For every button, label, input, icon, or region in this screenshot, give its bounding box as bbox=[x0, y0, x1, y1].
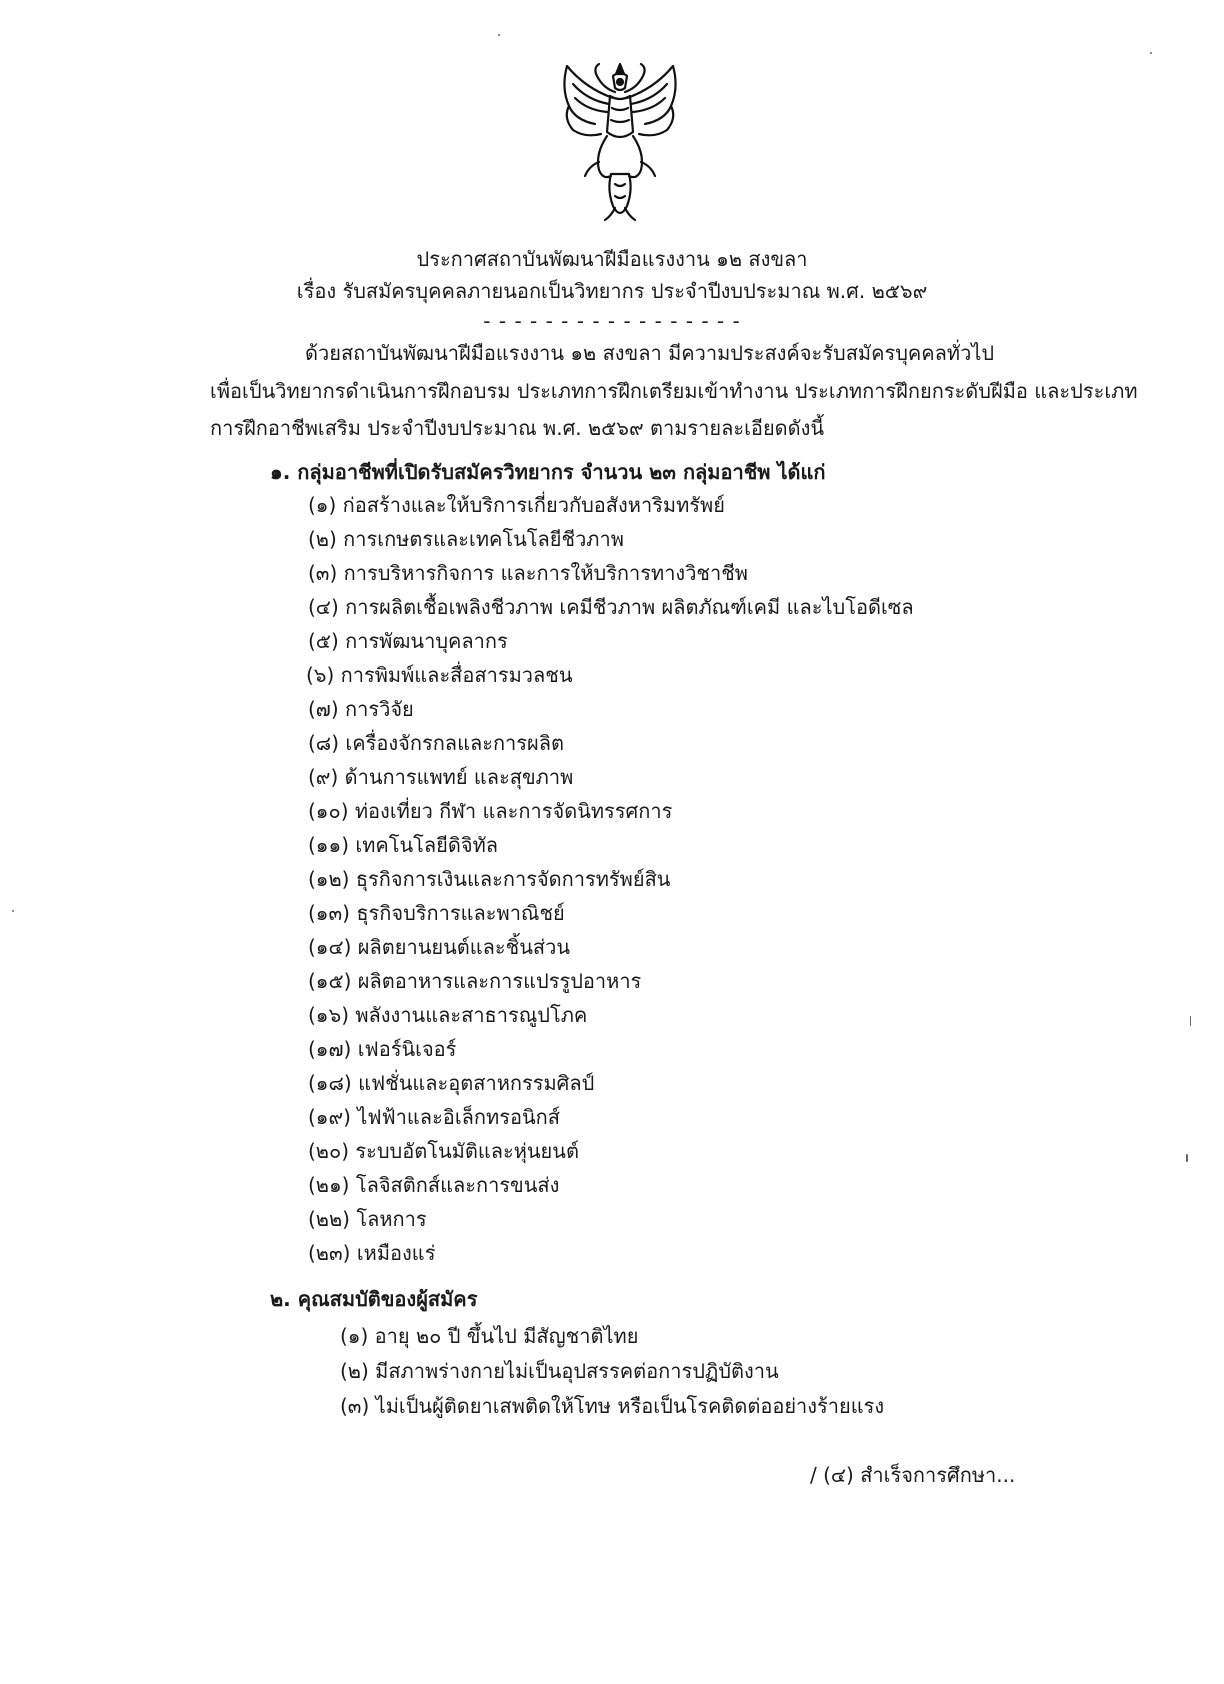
qualification-item: (๒) มีสภาพร่างกายไม่เป็นอุปสรรคต่อการปฏิบัติงาน bbox=[340, 1359, 779, 1383]
occupation-group-item: (๒) การเกษตรและเทคโนโลยีชีวภาพ bbox=[308, 527, 624, 551]
occupation-group-item: (๙) ด้านการแพทย์ และสุขภาพ bbox=[308, 765, 574, 789]
occupation-group-item: (๑๒) ธุรกิจการเงินและการจัดการทรัพย์สิน bbox=[308, 867, 671, 891]
occupation-group-item: (๒๐) ระบบอัตโนมัติและหุ่นยนต์ bbox=[308, 1139, 579, 1163]
section-1-heading: ๑. กลุ่มอาชีพที่เปิดรับสมัครวิทยากร จำนวน ๒๓ กลุ่มอาชีพ ได้แก่ bbox=[270, 460, 826, 484]
announcement-title: ประกาศสถาบันพัฒนาฝีมือแรงงาน ๑๒ สงขลา bbox=[416, 247, 808, 271]
title-divider: - - - - - - - - - - - - - - - - - bbox=[483, 309, 741, 333]
occupation-group-item: (๔) การผลิตเชื้อเพลิงชีวภาพ เคมีชีวภาพ ผลิตภัณฑ์เคมี และไบโอดีเซล bbox=[308, 595, 914, 619]
occupation-group-item: (๓) การบริหารกิจการ และการให้บริการทางวิชาชีพ bbox=[308, 561, 748, 585]
occupation-group-item: (๖) การพิมพ์และสื่อสารมวลชน bbox=[306, 663, 573, 687]
announcement-subject: เรื่อง รับสมัครบุคคลภายนอกเป็นวิทยากร ประจำปีงบประมาณ พ.ศ. ๒๕๖๙ bbox=[296, 279, 928, 303]
occupation-group-item: (๒๑) โลจิสติกส์และการขนส่ง bbox=[308, 1173, 560, 1197]
occupation-group-item: (๑๖) พลังงานและสาธารณูปโภค bbox=[308, 1003, 588, 1027]
scan-speck bbox=[1186, 1154, 1188, 1162]
section-2-heading: ๒. คุณสมบัติของผู้สมัคร bbox=[270, 1287, 478, 1311]
occupation-group-item: (๑๕) ผลิตอาหารและการแปรรูปอาหาร bbox=[308, 969, 642, 993]
scan-speck bbox=[12, 910, 14, 912]
intro-line-2: เพื่อเป็นวิทยากรดำเนินการฝึกอบรม ประเภทการฝึกเตรียมเข้าทำงาน ประเภทการฝึกยกระดับฝีมือ และประเภท bbox=[210, 379, 1138, 403]
occupation-group-item: (๒๒) โลหการ bbox=[308, 1207, 427, 1231]
occupation-group-item: (๑๐) ท่องเที่ยว กีฬา และการจัดนิทรรศการ bbox=[308, 799, 673, 823]
occupation-group-item: (๑๓) ธุรกิจบริการและพาณิชย์ bbox=[308, 901, 565, 925]
occupation-group-item: (๑๙) ไฟฟ้าและอิเล็กทรอนิกส์ bbox=[308, 1105, 560, 1129]
occupation-group-item: (๑๑) เทคโนโลยีดิจิทัล bbox=[308, 833, 499, 857]
occupation-group-item: (๑๘) แฟชั่นและอุตสาหกรรมศิลป์ bbox=[308, 1071, 595, 1095]
intro-line-3: การฝึกอาชีพเสริม ประจำปีงบประมาณ พ.ศ. ๒๕๖๙ ตามรายละเอียดดังนี้ bbox=[210, 416, 825, 440]
occupation-group-item: (๘) เครื่องจักรกลและการผลิต bbox=[308, 731, 564, 755]
occupation-group-item: (๒๓) เหมืองแร่ bbox=[308, 1241, 436, 1265]
scan-speck bbox=[498, 34, 500, 36]
occupation-group-item: (๗) การวิจัย bbox=[308, 697, 414, 721]
continuation-note: / (๔) สำเร็จการศึกษา... bbox=[810, 1463, 1016, 1487]
occupation-group-item: (๑) ก่อสร้างและให้บริการเกี่ยวกับอสังหาริมทรัพย์ bbox=[308, 493, 725, 517]
scan-speck bbox=[1150, 52, 1152, 54]
occupation-group-item: (๕) การพัฒนาบุคลากร bbox=[308, 629, 508, 653]
scan-speck bbox=[1190, 1016, 1191, 1026]
intro-line-1: ด้วยสถาบันพัฒนาฝีมือแรงงาน ๑๒ สงขลา มีความประสงค์จะรับสมัครบุคคลทั่วไป bbox=[305, 341, 995, 365]
qualification-item: (๑) อายุ ๒๐ ปี ขึ้นไป มีสัญชาติไทย bbox=[340, 1324, 639, 1348]
qualification-item: (๓) ไม่เป็นผู้ติดยาเสพติดให้โทษ หรือเป็นโรคติดต่ออย่างร้ายแรง bbox=[340, 1394, 885, 1418]
occupation-group-item: (๑๗) เฟอร์นิเจอร์ bbox=[308, 1037, 457, 1061]
garuda-emblem-icon bbox=[555, 58, 685, 228]
occupation-group-item: (๑๔) ผลิตยานยนต์และชิ้นส่วน bbox=[308, 935, 571, 959]
